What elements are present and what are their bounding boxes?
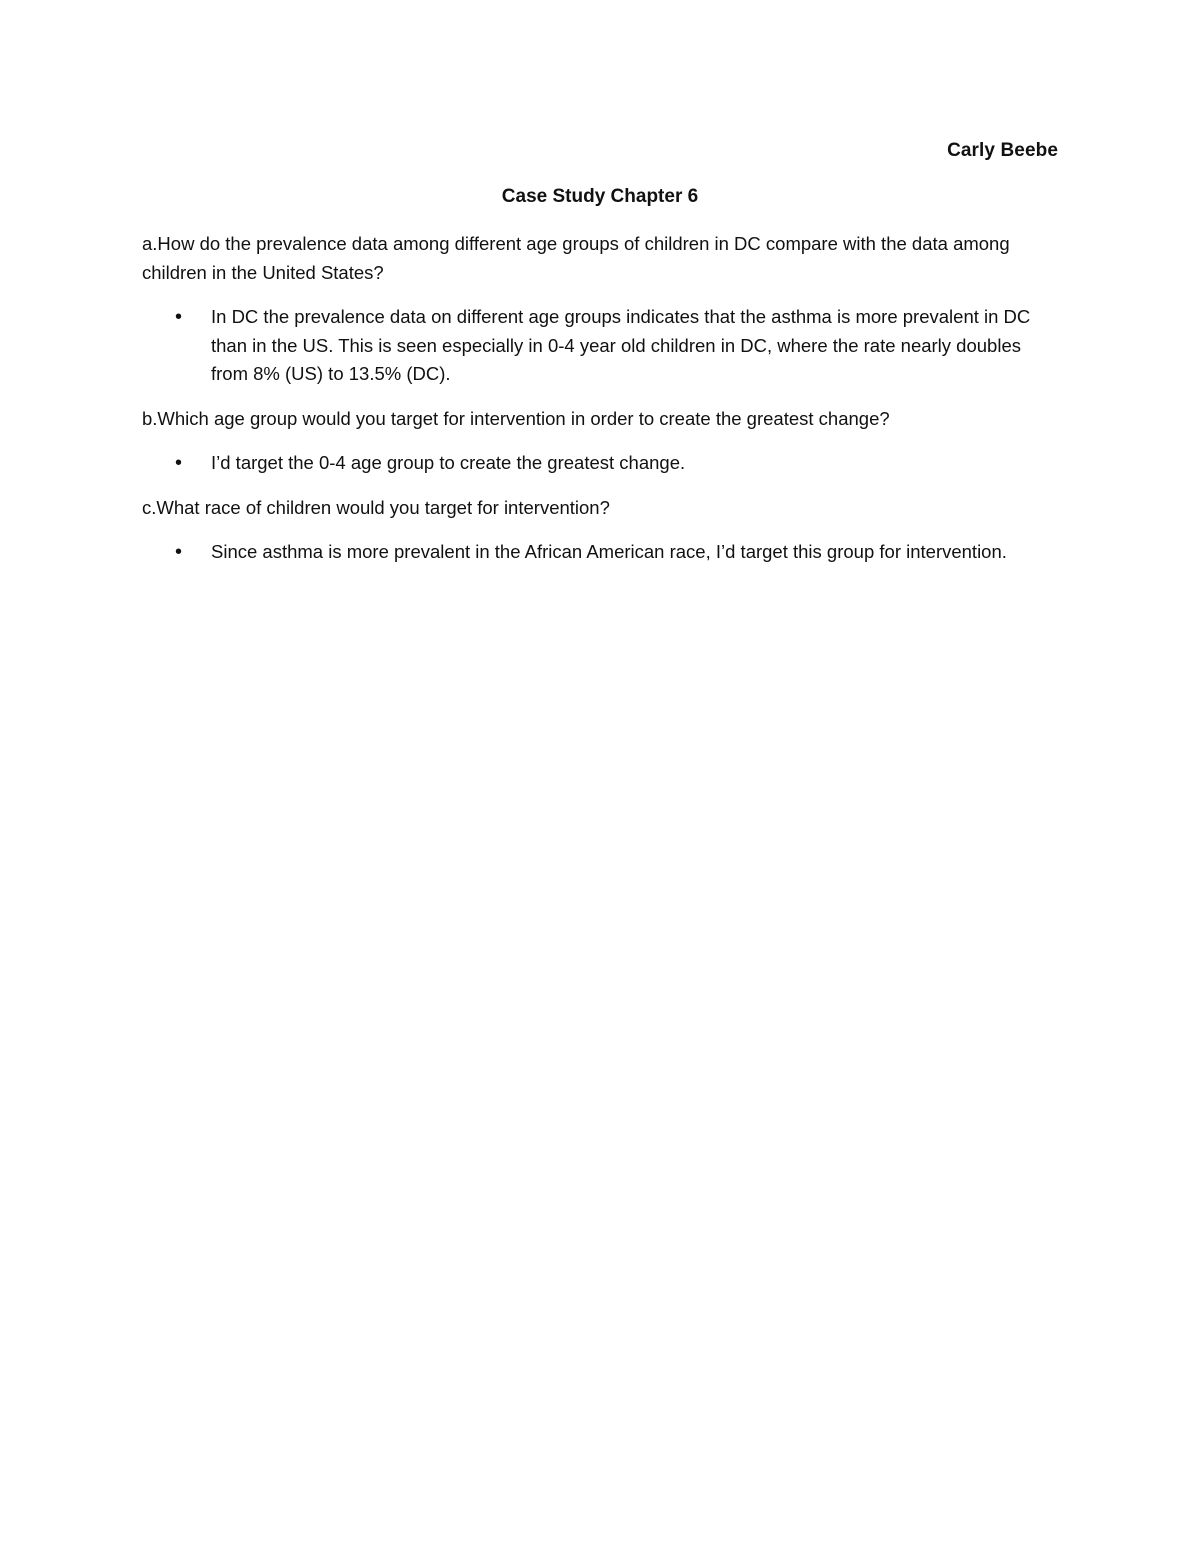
answer-c-text: Since asthma is more prevalent in the African American race, I’d target this group for intervention. [211,541,1007,562]
answer-a [142,303,1054,389]
bullet-icon: • [175,452,183,474]
author-name: Carly Beebe [947,140,1058,161]
document-title: Case Study Chapter 6 [501,186,699,207]
answer-b-text: I’d target the 0-4 age group to create the greatest change. [211,452,686,473]
bullet-icon: • [175,306,183,328]
document-body [142,230,1058,583]
answer-b [142,449,1054,478]
answer-a-text: In DC the prevalence data on different age groups indicates that the asthma is more prevalent in DC than in the US. This is seen especially in 0-4 year old children in DC, where the rate nearly doubles from 8% (US) to 13.5% (DC). [211,306,1031,384]
answer-list-c [142,538,1058,567]
answer-list-a [142,303,1058,389]
answer-list-b [142,449,1058,478]
question-c: c.What race of children would you target for intervention? [142,496,610,518]
bullet-icon: • [175,541,183,563]
question-b: b.Which age group would you target for intervention in order to create the greatest change? [142,407,890,429]
question-a: a.How do the prevalence data among different age groups of children in DC compare with the data among children in the United States? [142,233,1010,283]
answer-c [142,538,1054,567]
